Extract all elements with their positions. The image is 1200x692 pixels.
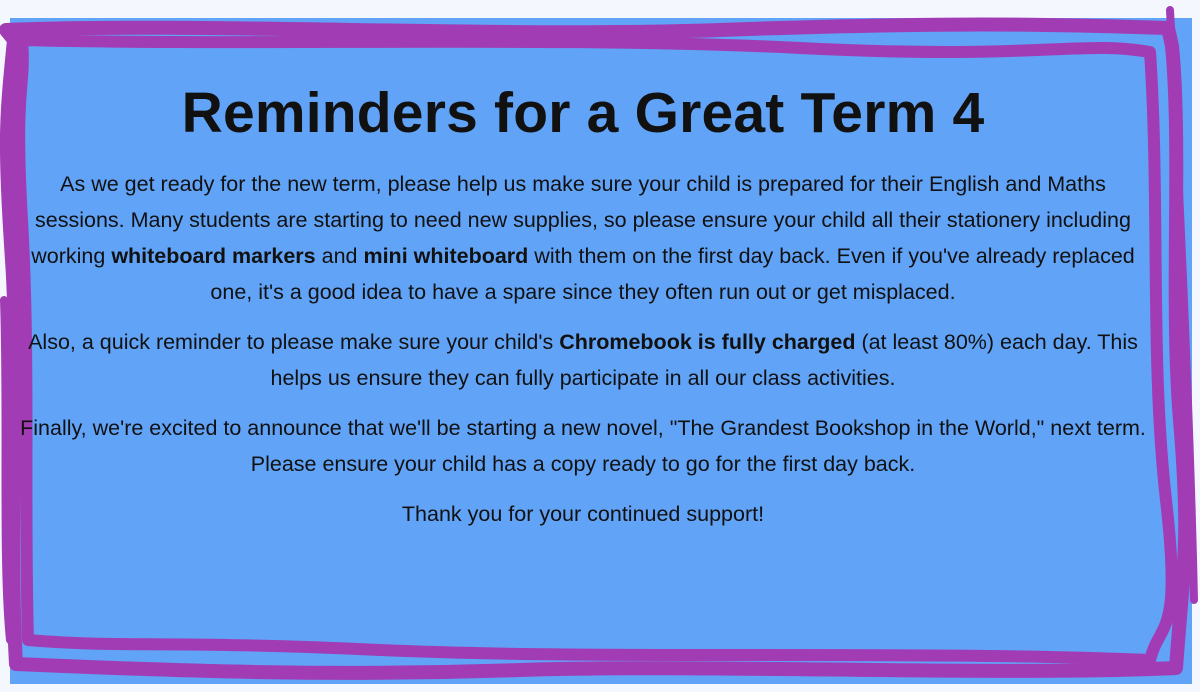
supplies-text-3: with them on the first day back. Even if you've already replaced one, it's a good idea to have a spare since they often run out or get misplaced. [210,244,1135,304]
notice-content [18,78,1148,546]
supplies-text-1: As we get ready for the new term, please help us make sure your child is prepared for their English and Maths sessions. Many students are starting to need new supplies, so please ensure your child all their stationery including working [31,172,1131,268]
mini-whiteboard-emphasis: mini whiteboard [363,244,529,268]
chromebook-text-1: Also, a quick reminder to please make sure your child's [28,330,560,354]
chromebook-charged-emphasis: Chromebook is fully charged [559,330,856,354]
chromebook-text-2: (at least 80%) each day. This helps us ensure they can fully participate in all our class activities. [270,330,1138,390]
supplies-text-2: and [315,244,364,268]
whiteboard-markers-emphasis: whiteboard markers [111,244,316,268]
notice-title: Reminders for a Great Term 4 [181,81,985,145]
chromebook-paragraph [18,324,1148,396]
novel-paragraph: Finally, we're excited to announce that we'll be starting a new novel, "The Grandest Bookshop in the World," next term. Please ensure your child has a copy ready to go for the first day back. [20,416,1146,476]
supplies-paragraph [18,166,1148,310]
closing-line: Thank you for your continued support! [401,502,765,526]
